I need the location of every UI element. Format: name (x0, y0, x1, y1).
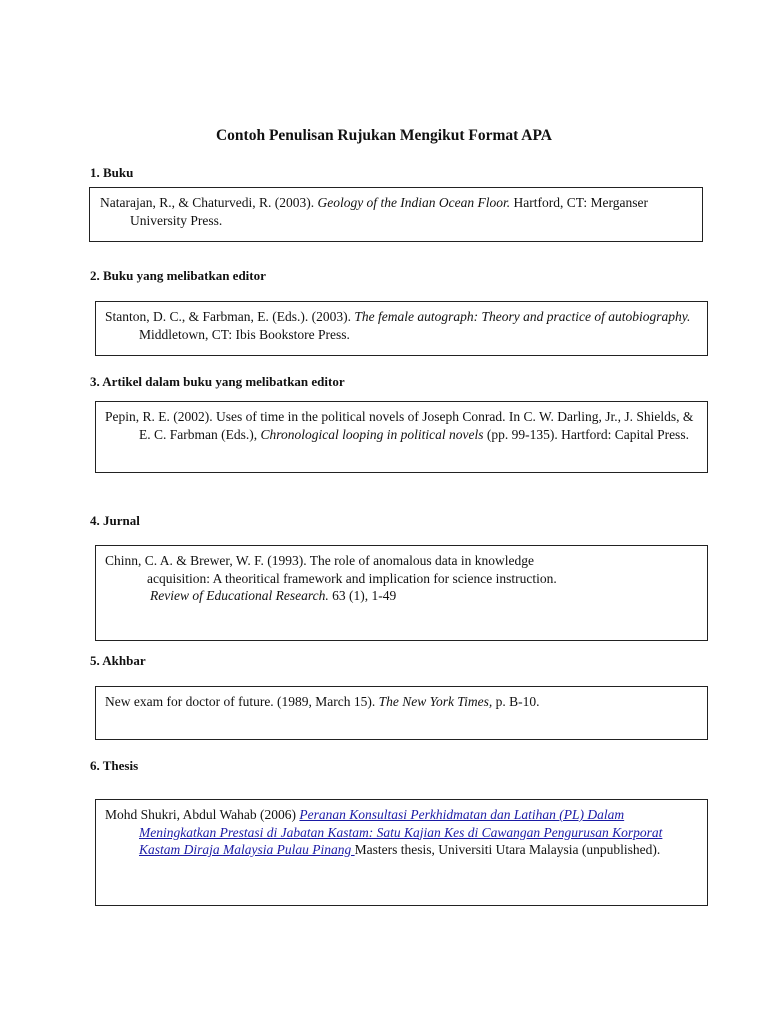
reference-newspaper: The New York Times, (378, 694, 493, 709)
reference-box-buku (89, 187, 703, 242)
reference-authors: Stanton, D. C., & Farbman, E. (Eds.). (2003). (105, 309, 355, 324)
reference-publisher: (pp. 99-135). Hartford: Capital Press. (483, 426, 689, 442)
reference-box-jurnal (95, 545, 708, 641)
section-heading-thesis: 6. Thesis (90, 758, 139, 773)
reference-title: The female autograph: Theory and practice of autobiography. (354, 309, 691, 324)
reference-authors: Natarajan, R., & Chaturvedi, R. (2003). (100, 195, 318, 210)
reference-line-1: Chinn, C. A. & Brewer, W. F. (1993). The role of anomalous data in knowledge (105, 553, 534, 568)
reference-text (105, 806, 699, 859)
section-heading-akhbar: 5. Akhbar (90, 653, 146, 668)
section-heading-buku-editor: 2. Buku yang melibatkan editor (90, 268, 266, 283)
reference-box-artikel (95, 401, 708, 473)
reference-author: Mohd Shukri, Abdul Wahab (2006) (105, 807, 300, 822)
section-heading-jurnal: 4. Jurnal (90, 513, 140, 528)
reference-publisher: Hartford, CT: Merganser University Press. (130, 195, 648, 228)
reference-box-buku-editor (95, 301, 708, 356)
reference-text (105, 308, 699, 343)
reference-institution: Masters thesis, Universiti Utara Malaysia (unpublished). (354, 842, 661, 857)
thesis-title-link[interactable]: Peranan Konsultasi Perkhidmatan dan Latihan (PL) Dalam Meningkatkan Prestasi di Jabatan Kastam: Satu Kajian Kes di Cawangan Pengurusan Korporat Kastam Diraja Malaysia Pulau Pinang (139, 807, 663, 857)
reference-article: New exam for doctor of future. (1989, March 15). (105, 694, 379, 709)
reference-text (105, 552, 699, 605)
reference-page: p. B-10. (492, 694, 540, 709)
section-heading-artikel: 3. Artikel dalam buku yang melibatkan editor (90, 374, 345, 389)
reference-volume: 63 (1), 1-49 (328, 588, 397, 603)
reference-journal-title: Review of Educational Research. (150, 588, 329, 603)
reference-box-akhbar (95, 686, 708, 740)
reference-book-title: Chronological looping in political novels (260, 426, 484, 442)
reference-text (105, 408, 699, 443)
reference-text (105, 693, 699, 711)
reference-text (100, 194, 692, 229)
reference-title: Geology of the Indian Ocean Floor. (317, 195, 511, 210)
reference-box-thesis (95, 799, 708, 906)
reference-publisher: Middletown, CT: Ibis Bookstore Press. (139, 326, 350, 342)
reference-line-2: acquisition: A theoritical framework and implication for science instruction. (147, 570, 557, 586)
reference-authors: Pepin, R. E. (2002). Uses of time in the political novels of Joseph Conrad. In C. W. Darling, Jr., J. Shields, & E. C. Farbman (Eds.), (105, 409, 694, 442)
page-title: Contoh Penulisan Rujukan Mengikut Format APA (215, 127, 553, 144)
section-heading-buku: 1. Buku (90, 165, 134, 180)
